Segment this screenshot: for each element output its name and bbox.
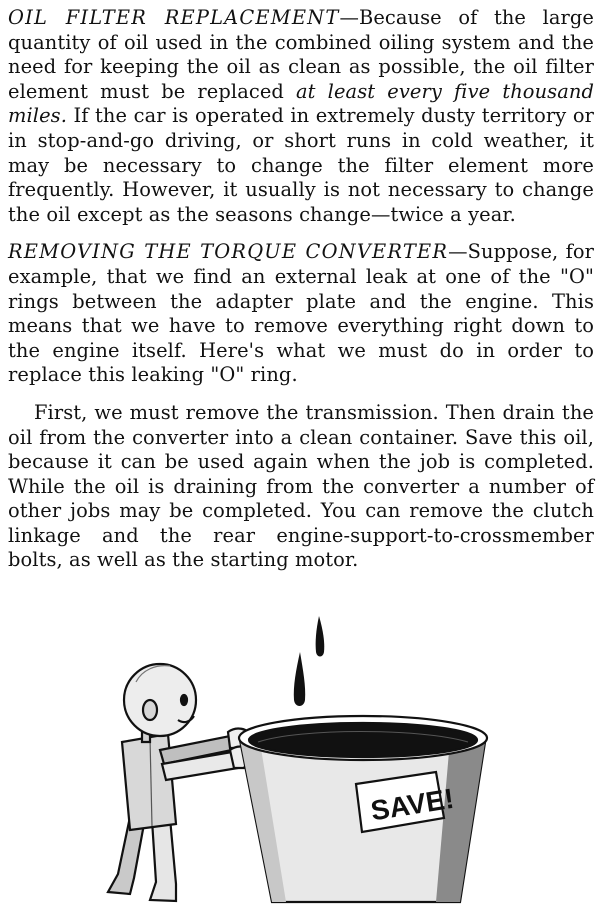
illustration-save-oil-bucket bbox=[90, 612, 510, 907]
heading-dash: — bbox=[339, 6, 359, 29]
heading-removing-torque-converter: REMOVING THE TORQUE CONVERTER bbox=[8, 240, 449, 264]
oil-filter-emphasis: at least every five thousand miles. bbox=[8, 79, 594, 128]
page-text bbox=[8, 6, 594, 573]
first-steps-text: First, we must remove the transmission. Then drain the oil from the converter into a clean container. Save this oil, because it can be used again when the job is completed. While the oil is draining from the converter a number of other jobs may be completed. You can remove the clutch linkage and the rear engine-support-to-crossmember bolts, as well as the starting motor. bbox=[8, 400, 594, 572]
cartoon-character bbox=[108, 664, 252, 901]
paragraph-oil-filter bbox=[8, 6, 594, 227]
paragraph-first-steps bbox=[8, 401, 594, 573]
paragraph-torque-converter bbox=[8, 240, 594, 388]
character-ear bbox=[143, 700, 157, 720]
oil-filter-text-a: Because of the large quantity of oil used in the combined oiling system and the need for keeping the oil as clean as possible, the oil filter element must be replaced bbox=[8, 6, 595, 103]
character-front-leg bbox=[150, 818, 176, 901]
oil-drop-small bbox=[316, 616, 325, 657]
oil-drops bbox=[294, 616, 324, 706]
save-sign-text: SAVE! bbox=[368, 782, 456, 827]
torque-converter-text: Suppose, for example, that we find an external leak at one of the "O" rings between the adapter plate and the engine. This means that we have to remove everything right down to the engine itself. Here's what we must do in order to replace this leaking "O" ring. bbox=[8, 240, 594, 387]
heading-oil-filter-replacement: OIL FILTER REPLACEMENT bbox=[8, 6, 340, 29]
bucket-oil bbox=[249, 723, 477, 757]
oil-drop-large bbox=[294, 652, 305, 706]
oil-filter-text-b: If the car is operated in extremely dusty territory or in stop-and-go driving, or short runs in cold weather, it may be necessary to change the filter element more frequently. However, it usually is not necessary to change the oil except as the seasons change—twice a year. bbox=[8, 104, 594, 226]
character-eye bbox=[181, 695, 187, 705]
oil-bucket bbox=[239, 716, 487, 902]
heading-dash: — bbox=[448, 240, 468, 264]
